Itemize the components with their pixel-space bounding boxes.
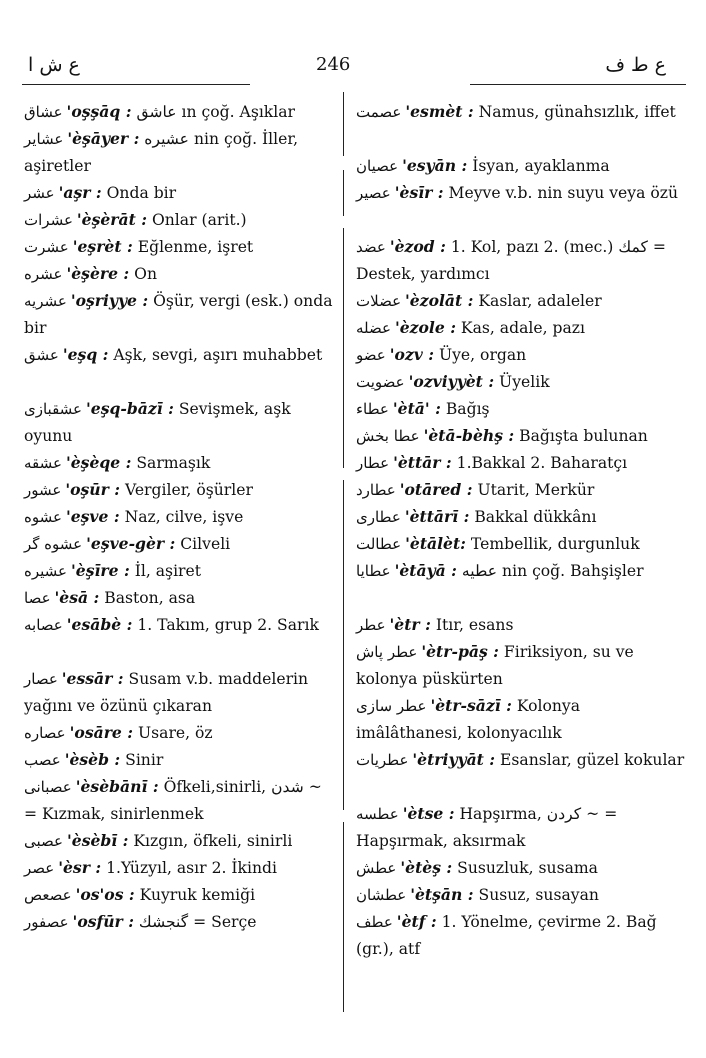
- entry-definition: Üyelik: [499, 373, 550, 391]
- entry-arabic: عشيره: [24, 562, 67, 580]
- dictionary-entry: [24, 881, 334, 908]
- entry-arabic: عشقه: [24, 454, 62, 472]
- dictionary-entry: [356, 368, 686, 395]
- dictionary-entry: [24, 395, 334, 449]
- entry-headword: 'èsr :: [58, 858, 102, 877]
- entry-headword: 'esmèt :: [405, 102, 474, 121]
- dictionary-entry: [356, 233, 686, 287]
- entry-arabic: عصيان: [356, 157, 399, 175]
- entry-arabic: عصبانى: [24, 778, 72, 796]
- entry-arabic: عطر پاش: [356, 643, 418, 661]
- entry-headword: 'èzolāt :: [405, 291, 474, 310]
- entry-definition: Meyve v.b. nin suyu veya özü: [448, 184, 678, 202]
- dictionary-entry: [356, 881, 686, 908]
- entry-arabic: عطاء: [356, 400, 389, 418]
- entry-headword: 'èttār :: [393, 453, 452, 472]
- dictionary-entry: [356, 287, 686, 314]
- entry-definition: Namus, günahsızlık, iffet: [478, 103, 676, 121]
- dictionary-entry: [24, 260, 334, 287]
- entry-definition: Hapşırma, كردن ~ = Hapşırmak, aksırmak: [356, 805, 618, 850]
- entry-arabic: عشوه گر: [24, 535, 83, 553]
- entry-headword: 'esābè :: [66, 615, 133, 634]
- dictionary-entry: [24, 206, 334, 233]
- entry-headword: 'ètşān :: [410, 885, 474, 904]
- entry-definition: Onlar (arit.): [151, 211, 247, 229]
- entry-headword: 'esyān :: [402, 156, 468, 175]
- entry-arabic: عصابه: [24, 616, 63, 634]
- entry-definition: Itır, esans: [435, 616, 514, 634]
- entry-arabic: عضو: [356, 346, 386, 364]
- dictionary-entry: [24, 854, 334, 881]
- entry-arabic: عضد: [356, 238, 386, 256]
- entry-definition: Esanslar, güzel kokular: [500, 751, 685, 769]
- entry-arabic: عطشان: [356, 886, 407, 904]
- dictionary-entry: [356, 395, 686, 422]
- entry-headword: 'oşşāq :: [66, 102, 132, 121]
- entry-headword: 'osāre :: [69, 723, 134, 742]
- entry-headword: 'èsèb :: [64, 750, 121, 769]
- entry-arabic: عصب: [24, 751, 61, 769]
- entry-headword: 'ozviyyèt :: [408, 372, 495, 391]
- dictionary-entry: [24, 179, 334, 206]
- entry-headword: 'èşīre :: [71, 561, 130, 580]
- dictionary-entry: [356, 854, 686, 881]
- header-right-letters: ع ط ف: [605, 54, 666, 76]
- entry-definition: 1. Kol, pazı 2. (mec.) كمك = Destek, yardımcı: [356, 238, 666, 283]
- entry-arabic: عطالت: [356, 535, 402, 553]
- entry-arabic: عصير: [356, 184, 391, 202]
- entry-arabic: عضله: [356, 319, 391, 337]
- entry-arabic: عصا: [24, 589, 51, 607]
- entry-definition: Susuzluk, susama: [457, 859, 598, 877]
- right-column: [356, 98, 686, 962]
- page-number: 246: [316, 54, 351, 75]
- dictionary-entry: [24, 125, 334, 179]
- dictionary-entry: [356, 503, 686, 530]
- entry-definition: Öşür, vergi (esk.) onda bir: [24, 292, 333, 337]
- entry-definition: 1. Yönelme, çevirme 2. Bağ (gr.), atf: [356, 913, 657, 958]
- dictionary-entry: [24, 746, 334, 773]
- entry-headword: 'èttārī :: [404, 507, 470, 526]
- entry-arabic: عشرات: [24, 211, 73, 229]
- dictionary-entry: [24, 341, 334, 395]
- entry-definition: Utarit, Merkür: [477, 481, 595, 499]
- entry-arabic: عشرت: [24, 238, 69, 256]
- entry-arabic: عشريه: [24, 292, 67, 310]
- entry-headword: 'ètā' :: [392, 399, 441, 418]
- dictionary-entry: [356, 530, 686, 557]
- page-header: [0, 54, 706, 84]
- entry-arabic: عصاره: [24, 724, 66, 742]
- entry-definition: Susam v.b. maddelerin yağını ve özünü çıkaran: [24, 670, 309, 715]
- column-divider: [343, 170, 344, 216]
- entry-definition: Aşk, sevgi, aşırı muhabbet: [113, 346, 323, 364]
- entry-headword: 'ètse :: [402, 804, 455, 823]
- dictionary-entry: [356, 908, 686, 962]
- entry-arabic: عشقبازى: [24, 400, 83, 418]
- entry-definition: Kaslar, adaleler: [478, 292, 602, 310]
- entry-arabic: عطا بخش: [356, 427, 420, 445]
- entry-arabic: عطارد: [356, 481, 396, 499]
- entry-headword: 'ètāyā :: [394, 561, 457, 580]
- entry-headword: 'ozv :: [389, 345, 434, 364]
- dictionary-entry: [24, 233, 334, 260]
- dictionary-entry: [24, 908, 334, 935]
- dictionary-entry: [24, 827, 334, 854]
- dictionary-entry: [24, 665, 334, 719]
- entry-arabic: عضويت: [356, 373, 405, 391]
- entry-arabic: عطر: [356, 616, 386, 634]
- dictionary-entry: [24, 287, 334, 341]
- entry-definition: Vergiler, öşürler: [125, 481, 253, 499]
- entry-headword: 'essār :: [61, 669, 124, 688]
- entry-definition: Onda bir: [106, 184, 177, 202]
- entry-arabic: عشوه: [24, 508, 62, 526]
- dictionary-entry: [356, 422, 686, 449]
- entry-definition: Cilveli: [180, 535, 231, 553]
- entry-definition: Kızgın, öfkeli, sinirli: [133, 832, 293, 850]
- dictionary-entry: [24, 530, 334, 557]
- entry-definition: 1.Yüzyıl, asır 2. İkindi: [106, 859, 278, 877]
- dictionary-entry: [24, 476, 334, 503]
- entry-headword: 'èsīr :: [394, 183, 444, 202]
- entry-headword: 'ètr-sāzī :: [430, 696, 512, 715]
- entry-headword: 'èşèrāt :: [76, 210, 148, 229]
- entry-headword: 'ètf :: [396, 912, 437, 931]
- entry-arabic: عطش: [356, 859, 397, 877]
- entry-arabic: عشور: [24, 481, 62, 499]
- dictionary-entry: [356, 98, 686, 152]
- entry-arabic: عشاق: [24, 103, 63, 121]
- entry-definition: Sarmaşık: [136, 454, 211, 472]
- dictionary-entry: [356, 476, 686, 503]
- entry-headword: 'èzod :: [389, 237, 446, 256]
- entry-arabic: عصر: [24, 859, 55, 877]
- entry-definition: Bakkal dükkânı: [474, 508, 597, 526]
- left-column: [24, 98, 334, 935]
- entry-definition: Kas, adale, pazı: [460, 319, 585, 337]
- column-divider: [343, 92, 344, 156]
- dictionary-entry: [24, 773, 334, 827]
- entry-headword: 'eşve-gèr :: [86, 534, 176, 553]
- entry-headword: 'ètr-pāş :: [421, 642, 499, 661]
- entry-headword: 'èsā :: [54, 588, 100, 607]
- dictionary-entry: [356, 557, 686, 611]
- entry-headword: 'oşūr :: [65, 480, 121, 499]
- dictionary-entry: [356, 152, 686, 179]
- entry-headword: 'ètālèt:: [405, 534, 466, 553]
- dictionary-entry: [356, 800, 686, 854]
- dictionary-entry: [356, 314, 686, 341]
- entry-arabic: عصار: [24, 670, 58, 688]
- entry-arabic: عطارى: [356, 508, 401, 526]
- dictionary-entry: [356, 341, 686, 368]
- entry-headword: 'otāred :: [399, 480, 473, 499]
- entry-definition: عشيره nin çoğ. İller, aşiretler: [24, 130, 299, 175]
- entry-definition: عاشق ın çoğ. Aşıklar: [136, 103, 295, 121]
- header-rule-left: [22, 84, 250, 85]
- dictionary-entry: [24, 584, 334, 611]
- header-rule-right: [470, 84, 686, 85]
- entry-definition: Baston, asa: [104, 589, 196, 607]
- entry-headword: 'eşve :: [65, 507, 120, 526]
- dictionary-entry: [356, 746, 686, 800]
- entry-definition: 1. Takım, grup 2. Sarık: [137, 616, 319, 634]
- entry-arabic: عشر: [24, 184, 55, 202]
- entry-headword: 'ètriyyāt :: [412, 750, 496, 769]
- entry-headword: 'ètr :: [389, 615, 431, 634]
- entry-arabic: عصعص: [24, 886, 72, 904]
- entry-headword: 'èzole :: [394, 318, 456, 337]
- entry-headword: 'ètā-bèhş :: [423, 426, 515, 445]
- dictionary-entry: [24, 719, 334, 746]
- entry-arabic: عضلات: [356, 292, 402, 310]
- entry-headword: 'èşèqe :: [65, 453, 132, 472]
- dictionary-entry: [356, 449, 686, 476]
- entry-definition: Bağış: [445, 400, 490, 418]
- entry-arabic: عشاير: [24, 130, 64, 148]
- entry-definition: گنجشك = Serçe: [138, 913, 257, 931]
- entry-definition: İsyan, ayaklanma: [472, 157, 610, 175]
- entry-headword: 'aşr :: [58, 183, 102, 202]
- entry-arabic: عشره: [24, 265, 63, 283]
- entry-definition: 1.Bakkal 2. Baharatçı: [456, 454, 628, 472]
- dictionary-entry: [356, 611, 686, 638]
- entry-arabic: عطار: [356, 454, 390, 472]
- entry-headword: 'oşriyye :: [70, 291, 149, 310]
- entry-definition: On: [134, 265, 157, 283]
- entry-headword: 'èşāyer :: [67, 129, 140, 148]
- entry-headword: 'eşrèt :: [72, 237, 133, 256]
- entry-headword: 'eşq :: [62, 345, 109, 364]
- dictionary-entry: [24, 449, 334, 476]
- entry-headword: 'ètèş :: [400, 858, 453, 877]
- column-divider: [343, 822, 344, 1012]
- entry-arabic: عطسه: [356, 805, 399, 823]
- entry-definition: İl, aşiret: [134, 562, 201, 580]
- entry-definition: Tembellik, durgunluk: [470, 535, 640, 553]
- entry-definition: Kolonya imâlâthanesi, kolonyacılık: [356, 697, 580, 742]
- entry-arabic: عطف: [356, 913, 393, 931]
- entry-definition: Kuyruk kemiği: [139, 886, 256, 904]
- entry-headword: 'eşq-bāzī :: [86, 399, 174, 418]
- entry-headword: 'èsèbānī :: [75, 777, 159, 796]
- entry-arabic: عصفور: [24, 913, 69, 931]
- entry-definition: Öfkeli,sinirli, شدن ~ = Kızmak, sinirlenmek: [24, 778, 322, 823]
- entry-arabic: عطر سازى: [356, 697, 427, 715]
- entry-arabic: عطريات: [356, 751, 409, 769]
- dictionary-entry: [356, 638, 686, 692]
- entry-definition: Naz, cilve, işve: [124, 508, 244, 526]
- entry-definition: Bağışta bulunan: [519, 427, 648, 445]
- entry-arabic: عطايا: [356, 562, 391, 580]
- entry-definition: Üye, organ: [438, 346, 527, 364]
- header-left-letters: ع ش ا: [28, 54, 80, 76]
- entry-definition: Susuz, susayan: [478, 886, 599, 904]
- dictionary-entry: [24, 503, 334, 530]
- entry-definition: Sevişmek, aşk oyunu: [24, 400, 291, 445]
- entry-definition: Sinir: [125, 751, 164, 769]
- entry-headword: 'èsèbī :: [67, 831, 129, 850]
- dictionary-entry: [24, 611, 334, 665]
- entry-arabic: عصبى: [24, 832, 63, 850]
- entry-definition: عطيه nin çoğ. Bahşişler: [461, 562, 644, 580]
- entry-arabic: عشق: [24, 346, 59, 364]
- entry-headword: 'os'os :: [75, 885, 135, 904]
- entry-headword: 'èşère :: [66, 264, 130, 283]
- column-divider: [343, 480, 344, 810]
- column-divider: [343, 228, 344, 468]
- dictionary-entry: [24, 98, 334, 125]
- dictionary-entry: [24, 557, 334, 584]
- dictionary-entry: [356, 692, 686, 746]
- dictionary-entry: [356, 179, 686, 233]
- entry-definition: Eğlenme, işret: [137, 238, 254, 256]
- entry-headword: 'osfūr :: [72, 912, 134, 931]
- entry-definition: Usare, öz: [138, 724, 213, 742]
- entry-arabic: عصمت: [356, 103, 402, 121]
- entry-definition: Firiksiyon, su ve kolonya püskürten: [356, 643, 634, 688]
